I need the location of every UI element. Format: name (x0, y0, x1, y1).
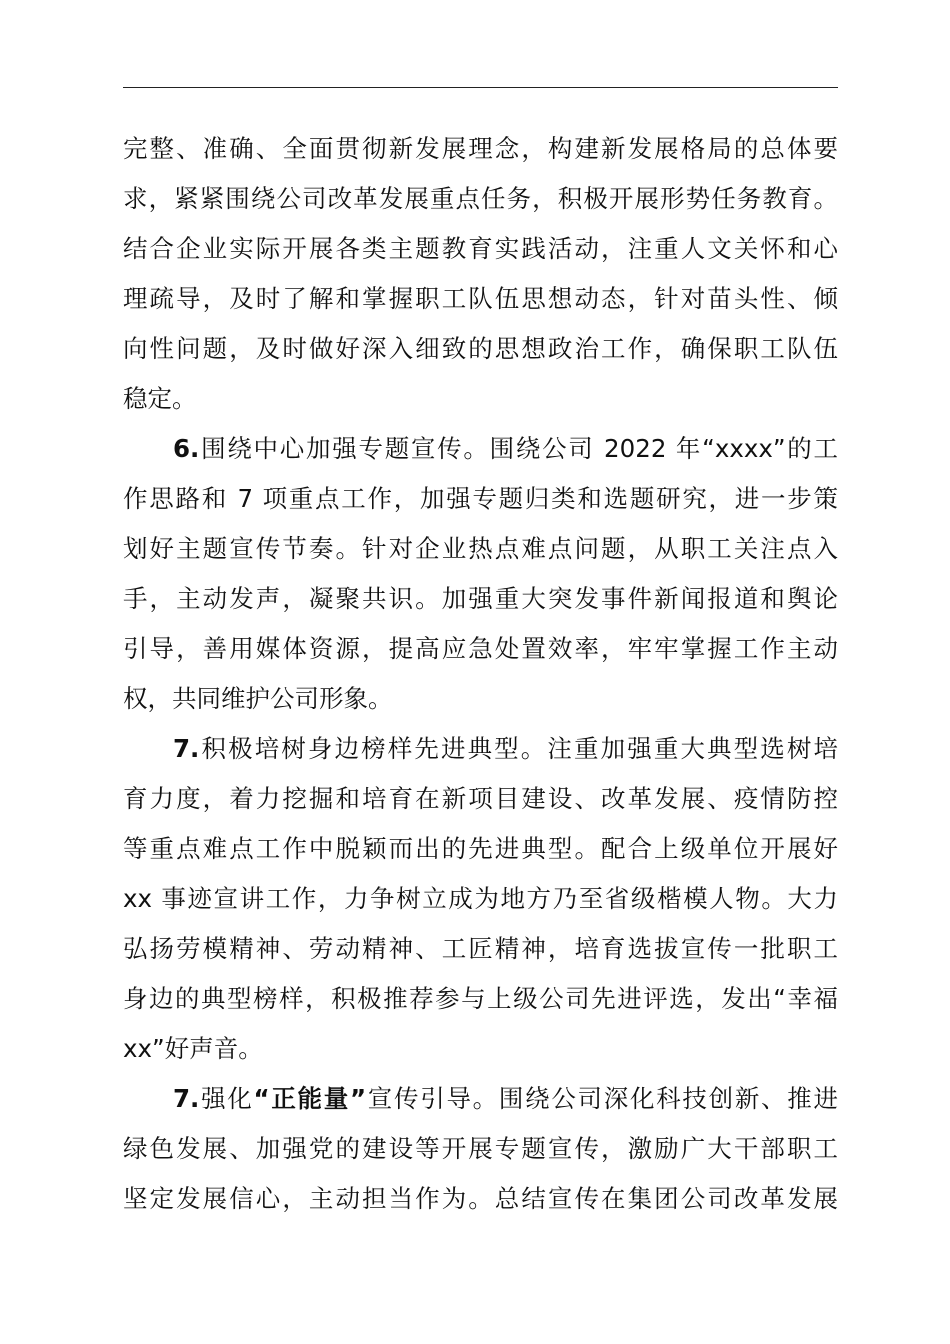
section-heading-line (123, 724, 838, 774)
section-text: 宣传引导。围绕公司深化科技创新、推进 (366, 1084, 838, 1113)
section-number: 7. (173, 1084, 200, 1113)
text-line: 理疏导，及时了解和掌握职工队伍思想动态，针对苗头性、倾 (123, 284, 838, 313)
text-line: 完整、准确、全面贯彻新发展理念，构建新发展格局的总体要 (123, 134, 838, 163)
text-line: 育力度，着力挖掘和培育在新项目建设、改革发展、疫情防控 (123, 784, 838, 813)
text-line: 求，紧紧围绕公司改革发展重点任务，积极开展形势任务教育。 (123, 184, 838, 213)
section-bold-term: “正能量” (253, 1084, 367, 1113)
text-line: 等重点难点工作中脱颖而出的先进典型。配合上级单位开展好 (123, 834, 838, 863)
text-line: 向性问题，及时做好深入细致的思想政治工作，确保职工队伍 (123, 334, 838, 363)
text-line: xx”好声音。 (123, 1034, 263, 1063)
text-line: 手，主动发声，凝聚共识。加强重大突发事件新闻报道和舆论 (123, 584, 838, 613)
text-line: 稳定。 (123, 384, 197, 413)
document-body (123, 124, 838, 1224)
section-heading-line (123, 1074, 838, 1124)
section-heading-line (123, 424, 838, 474)
header-rule (123, 87, 838, 88)
text-line: 绿色发展、加强党的建设等开展专题宣传，激励广大干部职工 (123, 1134, 838, 1163)
paragraph-section-7a (123, 724, 838, 1074)
section-text: 围绕中心加强专题宣传。围绕公司 2022 年“xxxx”的工 (199, 434, 838, 463)
section-prefix: 强化 (199, 1084, 254, 1113)
text-line: xx 事迹宣讲工作，力争树立成为地方乃至省级楷模人物。大力 (123, 884, 838, 913)
section-text: 积极培树身边榜样先进典型。注重加强重大典型选树培 (199, 734, 838, 763)
paragraph-section-7b (123, 1074, 838, 1224)
text-line: 结合企业实际开展各类主题教育实践活动，注重人文关怀和心 (123, 234, 838, 263)
text-line: 弘扬劳模精神、劳动精神、工匠精神，培育选拔宣传一批职工 (123, 934, 838, 963)
paragraph-section-6 (123, 424, 838, 724)
text-line: 权，共同维护公司形象。 (123, 684, 393, 713)
text-line: 作思路和 7 项重点工作，加强专题归类和选题研究，进一步策 (123, 484, 838, 513)
text-line: 划好主题宣传节奏。针对企业热点难点问题，从职工关注点入 (123, 534, 838, 563)
text-line: 坚定发展信心，主动担当作为。总结宣传在集团公司改革发展 (123, 1184, 838, 1213)
paragraph-continuation (123, 124, 838, 424)
section-number: 7. (173, 734, 200, 763)
text-line: 身边的典型榜样，积极推荐参与上级公司先进评选，发出“幸福 (123, 984, 838, 1013)
text-line: 引导，善用媒体资源，提高应急处置效率，牢牢掌握工作主动 (123, 634, 838, 663)
section-number: 6. (173, 434, 200, 463)
